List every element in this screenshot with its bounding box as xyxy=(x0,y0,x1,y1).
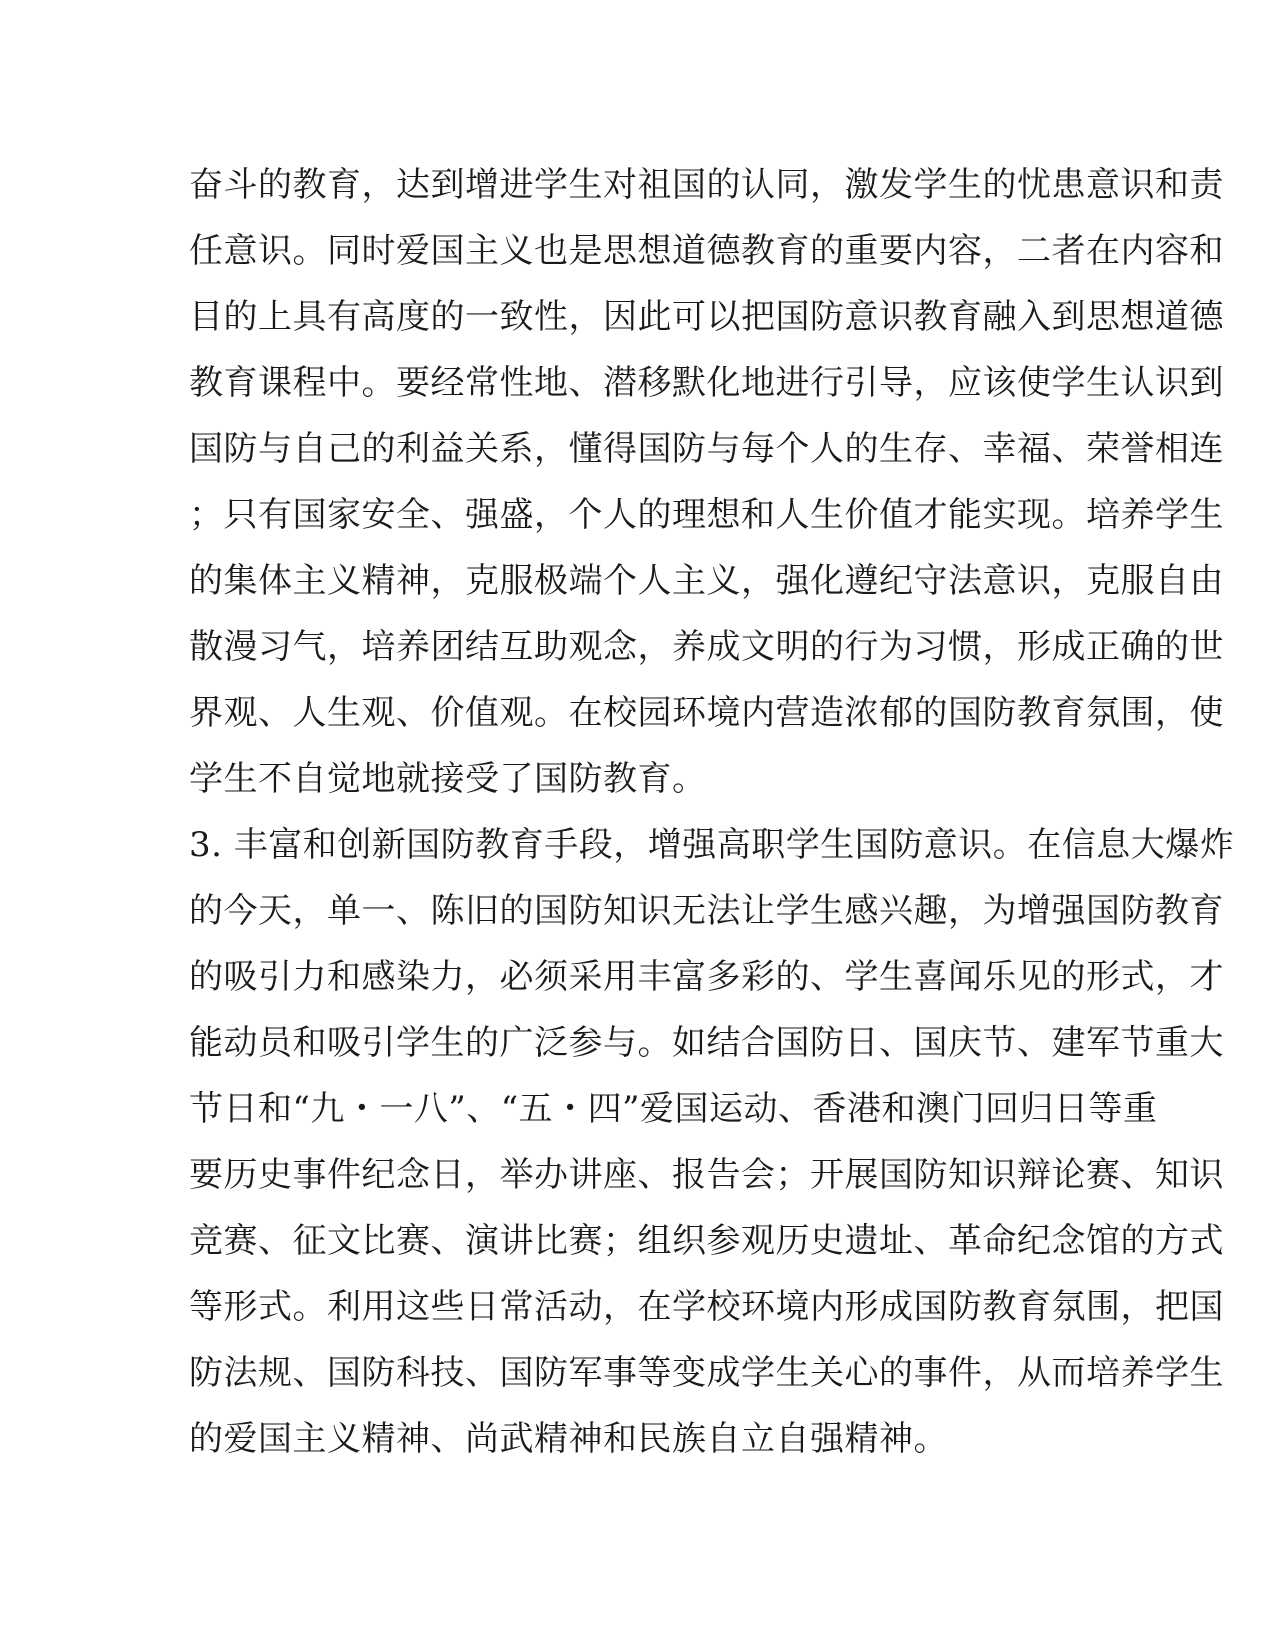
text-line: 要历史事件纪念日，举办讲座、报告会；开展国防知识辩论赛、知识 xyxy=(189,1155,1224,1195)
text-line: 节日和“九・一八”、“五・四”爱国运动、香港和澳门回归日等重 xyxy=(189,1089,1158,1129)
text-line: 的今天，单一、陈旧的国防知识无法让学生感兴趣，为增强国防教育 xyxy=(189,891,1224,931)
text-line: 的吸引力和感染力，必须采用丰富多彩的、学生喜闻乐见的形式，才 xyxy=(189,957,1224,997)
text-line: 等形式。利用这些日常活动，在学校环境内形成国防教育氛围，把国 xyxy=(189,1287,1224,1327)
text-line: 学生不自觉地就接受了国防教育。 xyxy=(189,759,707,799)
text-line: 散漫习气，培养团结互助观念，养成文明的行为习惯，形成正确的世 xyxy=(189,627,1224,667)
text-line: 教育课程中。要经常性地、潜移默化地进行引导，应该使学生认识到 xyxy=(189,363,1224,403)
text-line: 目的上具有高度的一致性，因此可以把国防意识教育融入到思想道德 xyxy=(189,297,1224,337)
text-line: 任意识。同时爱国主义也是思想道德教育的重要内容，二者在内容和 xyxy=(189,231,1224,271)
body-text xyxy=(189,152,1235,1472)
text-line: 奋斗的教育，达到增进学生对祖国的认同，激发学生的忧患意识和责 xyxy=(189,165,1224,205)
text-line: ；只有国家安全、强盛，个人的理想和人生价值才能实现。培养学生 xyxy=(189,495,1224,535)
text-line: 能动员和吸引学生的广泛参与。如结合国防日、国庆节、建军节重大 xyxy=(189,1023,1224,1063)
text-line: 竞赛、征文比赛、演讲比赛；组织参观历史遗址、革命纪念馆的方式 xyxy=(189,1221,1224,1261)
text-line: 的集体主义精神，克服极端个人主义，强化遵纪守法意识，克服自由 xyxy=(189,561,1224,601)
text-line: 国防与自己的利益关系，懂得国防与每个人的生存、幸福、荣誉相连 xyxy=(189,429,1224,469)
text-line: 3. 丰富和创新国防教育手段，增强高职学生国防意识。在信息大爆炸 xyxy=(189,825,1235,865)
text-line: 界观、人生观、价值观。在校园环境内营造浓郁的国防教育氛围，使 xyxy=(189,693,1224,733)
text-line: 的爱国主义精神、尚武精神和民族自立自强精神。 xyxy=(189,1419,948,1459)
text-line: 防法规、国防科技、国防军事等变成学生关心的事件，从而培养学生 xyxy=(189,1353,1224,1393)
